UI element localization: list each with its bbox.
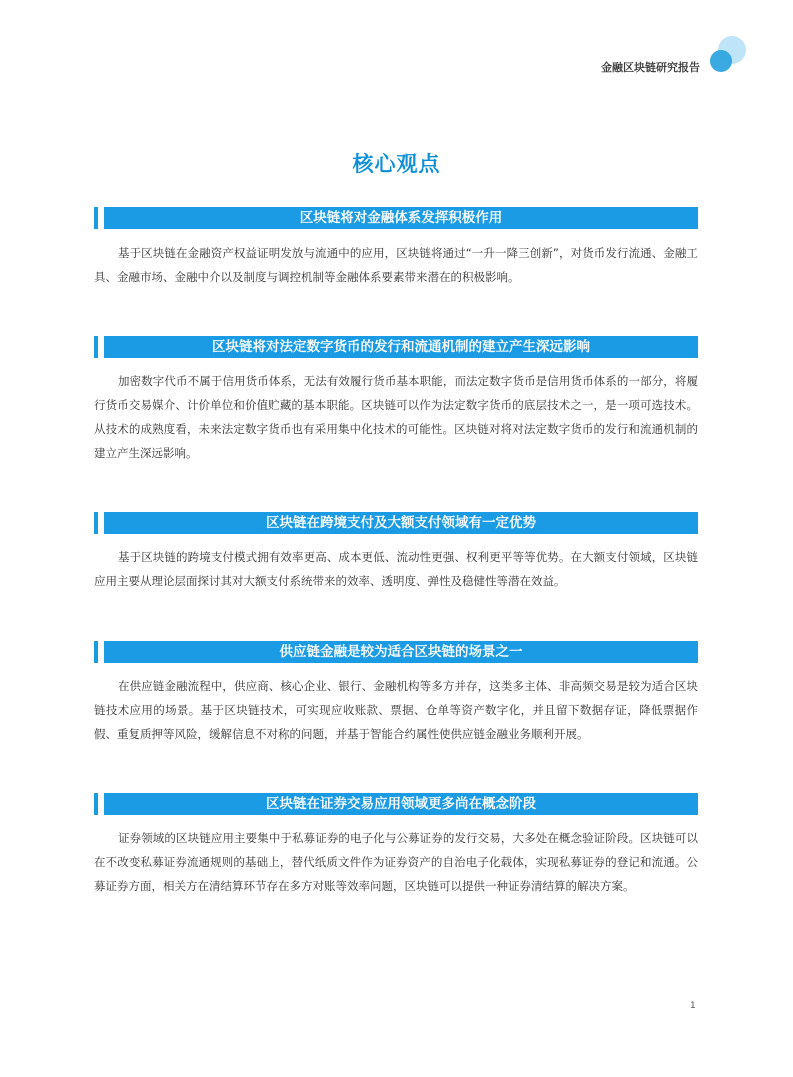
section-marker: [94, 641, 98, 663]
section-marker: [94, 793, 98, 815]
section-heading-2: [94, 336, 698, 358]
section-heading-text: 供应链金融是较为适合区块链的场景之一: [104, 641, 698, 663]
section-heading-text: 区块链将对金融体系发挥积极作用: [104, 207, 698, 229]
section-body-4: 在供应链金融流程中，供应商、核心企业、银行、金融机构等多方并存，这类多主体、非高频交易是较为适合区块链技术应用的场景。基于区块链技术，可实现应收账款、票据、仓单等资产数字化，并且留下数据存证，降低票据作假、重复质押等风险，缓解信息不对称的问题，并基于智能合约属性使供应链金融业务顺利开展。: [94, 679, 698, 741]
section-heading-5: [94, 793, 698, 815]
section-heading-4: [94, 641, 698, 663]
section-body-1: 基于区块链在金融资产权益证明发放与流通中的应用，区块链将通过“一升一降三创新”，对货币发行流通、金融工具、金融市场、金融中介以及制度与调控机制等金融体系要素带来潜在的积极影响。: [94, 246, 698, 284]
section-heading-text: 区块链在跨境支付及大额支付领域有一定优势: [104, 512, 698, 534]
section-marker: [94, 207, 98, 229]
section-heading-text: 区块链在证券交易应用领域更多尚在概念阶段: [104, 793, 698, 815]
section-body-3: 基于区块链的跨境支付模式拥有效率更高、成本更低、流动性更强、权利更平等等优势。在大额支付领域，区块链应用主要从理论层面探讨其对大额支付系统带来的效率、透明度、弹性及稳健性等潜在效益。: [94, 550, 698, 588]
section-heading-1: [94, 207, 698, 229]
logo-circle-dark: [710, 50, 732, 72]
section-heading-3: [94, 512, 698, 534]
page-title: 核心观点: [352, 152, 441, 176]
section-body-2: 加密数字代币不属于信用货币体系，无法有效履行货币基本职能，而法定数字货币是信用货币体系的一部分，将履行货币交易媒介、计价单位和价值贮藏的基本职能。区块链可以作为法定数字货币的底层技术之一，是一项可选技术。从技术的成熟度看，未来法定数字货币也有采用集中化技术的可能性。区块链对将对法定数字货币的发行和流通机制的建立产生深远影响。: [94, 374, 698, 460]
section-body-5: 证券领域的区块链应用主要集中于私募证券的电子化与公募证券的发行交易，大多处在概念验证阶段。区块链可以在不改变私募证券流通规则的基础上，替代纸质文件作为证券资产的自治电子化载体，实现私募证券的登记和流通。公募证券方面，相关方在清结算环节存在多方对账等效率问题，区块链可以提供一种证券清结算的解决方案。: [94, 831, 698, 893]
section-marker: [94, 512, 98, 534]
report-title: 金融区块链研究报告: [601, 61, 700, 74]
page-number: 1: [690, 1001, 696, 1011]
section-marker: [94, 336, 98, 358]
logo-icon: [708, 36, 748, 76]
section-heading-text: 区块链将对法定数字货币的发行和流通机制的建立产生深远影响: [104, 336, 698, 358]
